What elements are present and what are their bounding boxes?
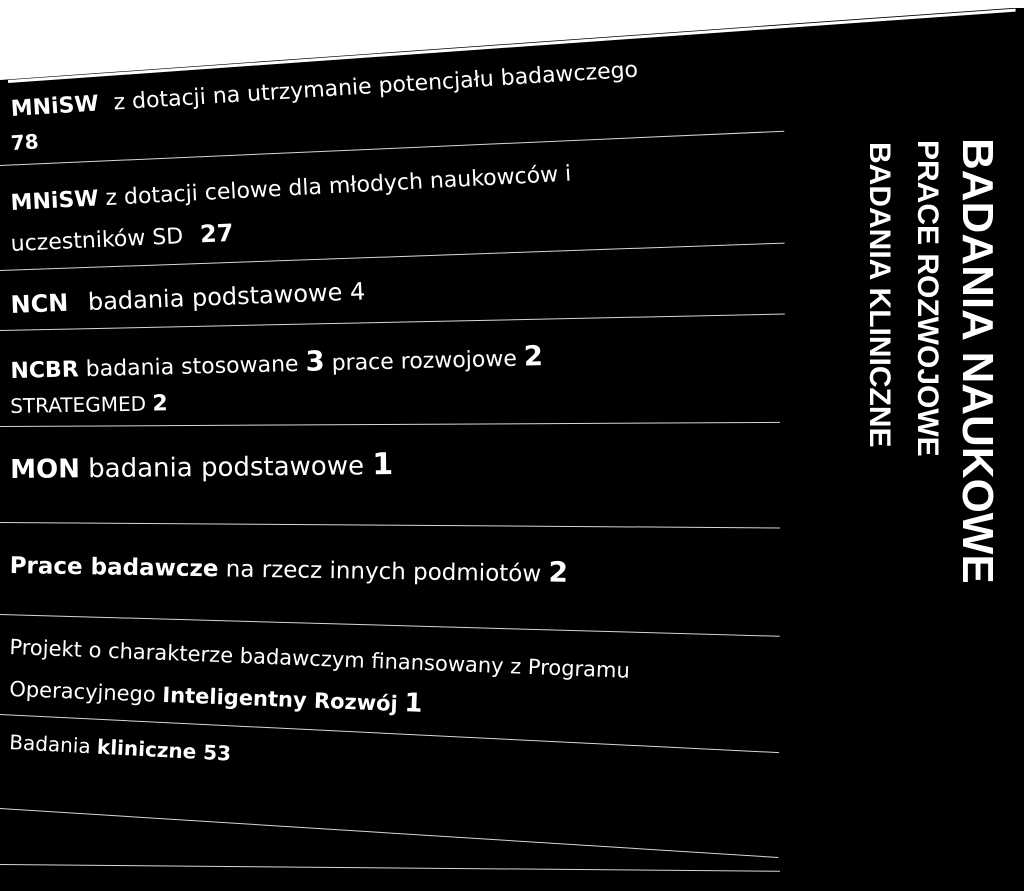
row-divider: [0, 314, 785, 331]
row-source: MNiSW: [10, 91, 100, 122]
row-divider: [0, 864, 780, 872]
row-divider: [0, 422, 780, 427]
row-description: Badania: [8, 730, 92, 759]
row-value: 3: [305, 345, 325, 378]
row-ncn: [10, 276, 366, 320]
row-value: 1: [403, 688, 424, 719]
row-description: na rzecz innych podmiotów: [225, 556, 542, 588]
row-ncbr: [10, 339, 543, 386]
title-badania-naukowe: BADANIA NAUKOWE: [953, 138, 1002, 584]
row-value: 78: [10, 129, 40, 155]
row-description: z dotacji celowe dla młodych naukowców i: [104, 161, 572, 211]
row-value-2: 2: [523, 339, 544, 373]
row-value: 2: [152, 391, 168, 417]
row-divider: [0, 614, 780, 637]
row-description-cont: Operacyjnego: [8, 676, 157, 707]
row-mnisw-potential: [10, 57, 639, 124]
row-source: MNiSW: [10, 186, 100, 216]
row-description: STRATEGMED: [10, 391, 147, 418]
row-source: NCBR: [10, 357, 80, 384]
row-description: z dotacji na utrzymanie potencjału badawczego: [112, 57, 639, 116]
row-mnisw-young: [10, 161, 572, 218]
row-description: Projekt o charakterze badawczym finansowany z Programu: [9, 634, 631, 683]
row-mnisw-young-line2: [10, 218, 234, 259]
row-mon: [10, 446, 393, 488]
row-projekt-line2: [9, 672, 423, 720]
row-badania-kliniczne: [9, 730, 232, 767]
row-source: Prace badawcze: [9, 552, 219, 583]
row-description: badania podstawowe 4: [87, 277, 366, 317]
row-strategmed: [10, 390, 168, 420]
row-value: 2: [548, 555, 569, 589]
title-badania-kliniczne: BADANIA KLINICZNE: [863, 142, 896, 448]
row-description: badania podstawowe: [88, 451, 365, 485]
row-source: NCN: [10, 288, 69, 319]
row-value: 27: [199, 218, 235, 249]
title-prace-rozwojowe: PRACE ROZWOJOWE: [911, 140, 944, 457]
row-description-cont: uczestników SD: [10, 224, 184, 257]
row-divider: [0, 808, 778, 858]
row-description-2: prace rozwojowe: [331, 346, 518, 377]
row-value: 1: [372, 446, 394, 483]
row-description: badania stosowane: [85, 351, 299, 383]
row-divider: [0, 131, 784, 166]
row-source: MON: [10, 454, 81, 485]
row-mnisw-potential-value: [10, 129, 39, 156]
row-value: kliniczne 53: [96, 734, 232, 766]
row-divider: [0, 522, 780, 528]
row-program: Inteligentny Rozwój: [161, 682, 399, 716]
row-prace-badawcze: [9, 546, 568, 590]
